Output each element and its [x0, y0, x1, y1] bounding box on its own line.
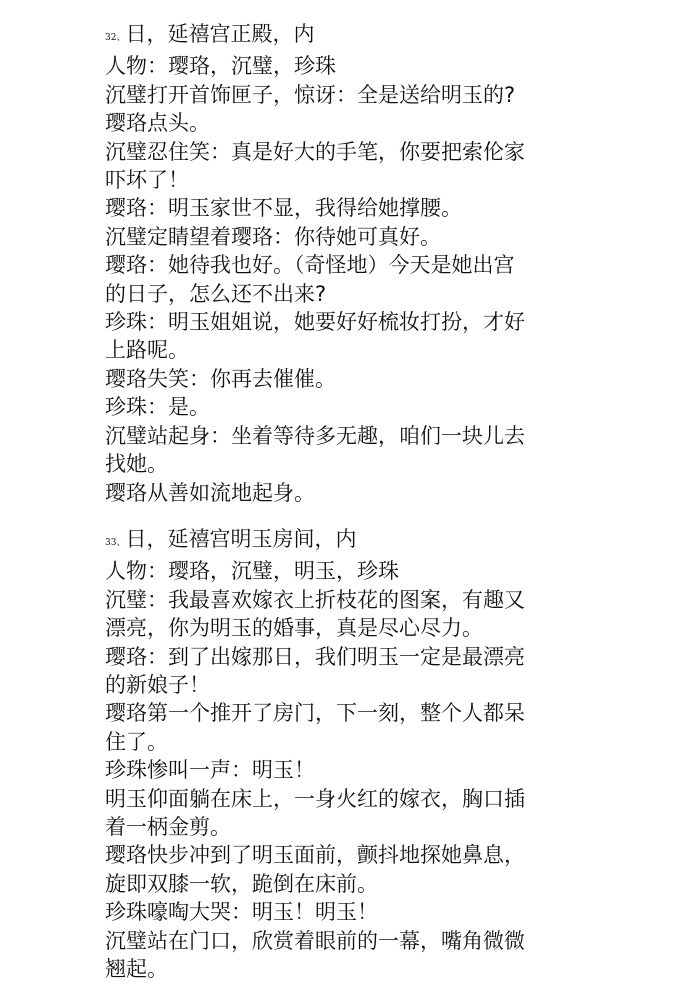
- scene-heading: [105, 20, 610, 52]
- script-line: 珍珠：明玉姐姐说，她要好好梳妆打扮，才好: [105, 310, 525, 335]
- script-line: 珍珠惨叫一声：明玉！: [105, 758, 315, 783]
- script-line: 沉璧：我最喜欢嫁衣上折枝花的图案，有趣又: [105, 587, 525, 612]
- script-line: 人物：璎珞，沉璧，珍珠: [105, 54, 336, 79]
- script-line: 沉璧站起身：坐着等待多无趣，咱们一块儿去: [105, 423, 525, 448]
- script-line: 璎珞：明玉家世不显，我得给她撑腰。: [105, 196, 462, 221]
- script-line: 璎珞点头。: [105, 111, 210, 136]
- script-line: 旋即双膝一软，跪倒在床前。: [105, 871, 378, 896]
- script-line: 沉璧忍住笑：真是好大的手笔，你要把索伦家: [105, 139, 525, 164]
- scene-32: [105, 20, 610, 507]
- script-line: 翘起。: [105, 957, 168, 982]
- script-line: 人物：璎珞，沉璧，明玉，珍珠: [105, 559, 399, 584]
- script-line: 的新娘子！: [105, 673, 210, 698]
- script-line: 住了。: [105, 729, 168, 754]
- script-line: 璎珞失笑：你再去催催。: [105, 366, 336, 391]
- scene-number: 33、: [105, 538, 126, 548]
- script-line: 沉璧打开首饰匣子，惊讶：全是送给明玉的?: [105, 82, 516, 107]
- script-line: 吓坏了！: [105, 168, 189, 193]
- scene-heading-text: 日，延禧宫正殿，内: [125, 22, 315, 46]
- script-line: 的日子，怎么还不出来?: [105, 281, 327, 306]
- script-line: 璎珞：到了出嫁那日，我们明玉一定是最漂亮: [105, 644, 525, 669]
- script-line: 找她。: [105, 452, 168, 477]
- scene-33: [105, 525, 610, 984]
- script-line: 着一柄金剪。: [105, 815, 231, 840]
- script-line: 珍珠：是。: [105, 395, 210, 420]
- script-line: 璎珞从善如流地起身。: [105, 480, 315, 505]
- script-line: 上路呢。: [105, 338, 189, 363]
- scene-heading: [105, 525, 610, 557]
- scene-number: 32、: [105, 33, 126, 43]
- script-line: 璎珞第一个推开了房门，下一刻，整个人都呆: [105, 701, 525, 726]
- script-line: 明玉仰面躺在床上，一身火红的嫁衣，胸口插: [105, 786, 525, 811]
- script-line: 漂亮，你为明玉的婚事，真是尽心尽力。: [105, 616, 483, 641]
- script-line: 璎珞：她待我也好。（奇怪地）今天是她出宫: [105, 253, 515, 278]
- script-line: 璎珞快步冲到了明玉面前，颤抖地探她鼻息，: [105, 843, 525, 868]
- script-line: 沉璧定睛望着璎珞：你待她可真好。: [105, 224, 441, 249]
- script-line: 沉璧站在门口，欣赏着眼前的一幕，嘴角微微: [105, 928, 525, 953]
- script-line: 珍珠嚎啕大哭：明玉！明玉！: [105, 900, 378, 925]
- scene-heading-text: 日，延禧宫明玉房间，内: [125, 527, 357, 551]
